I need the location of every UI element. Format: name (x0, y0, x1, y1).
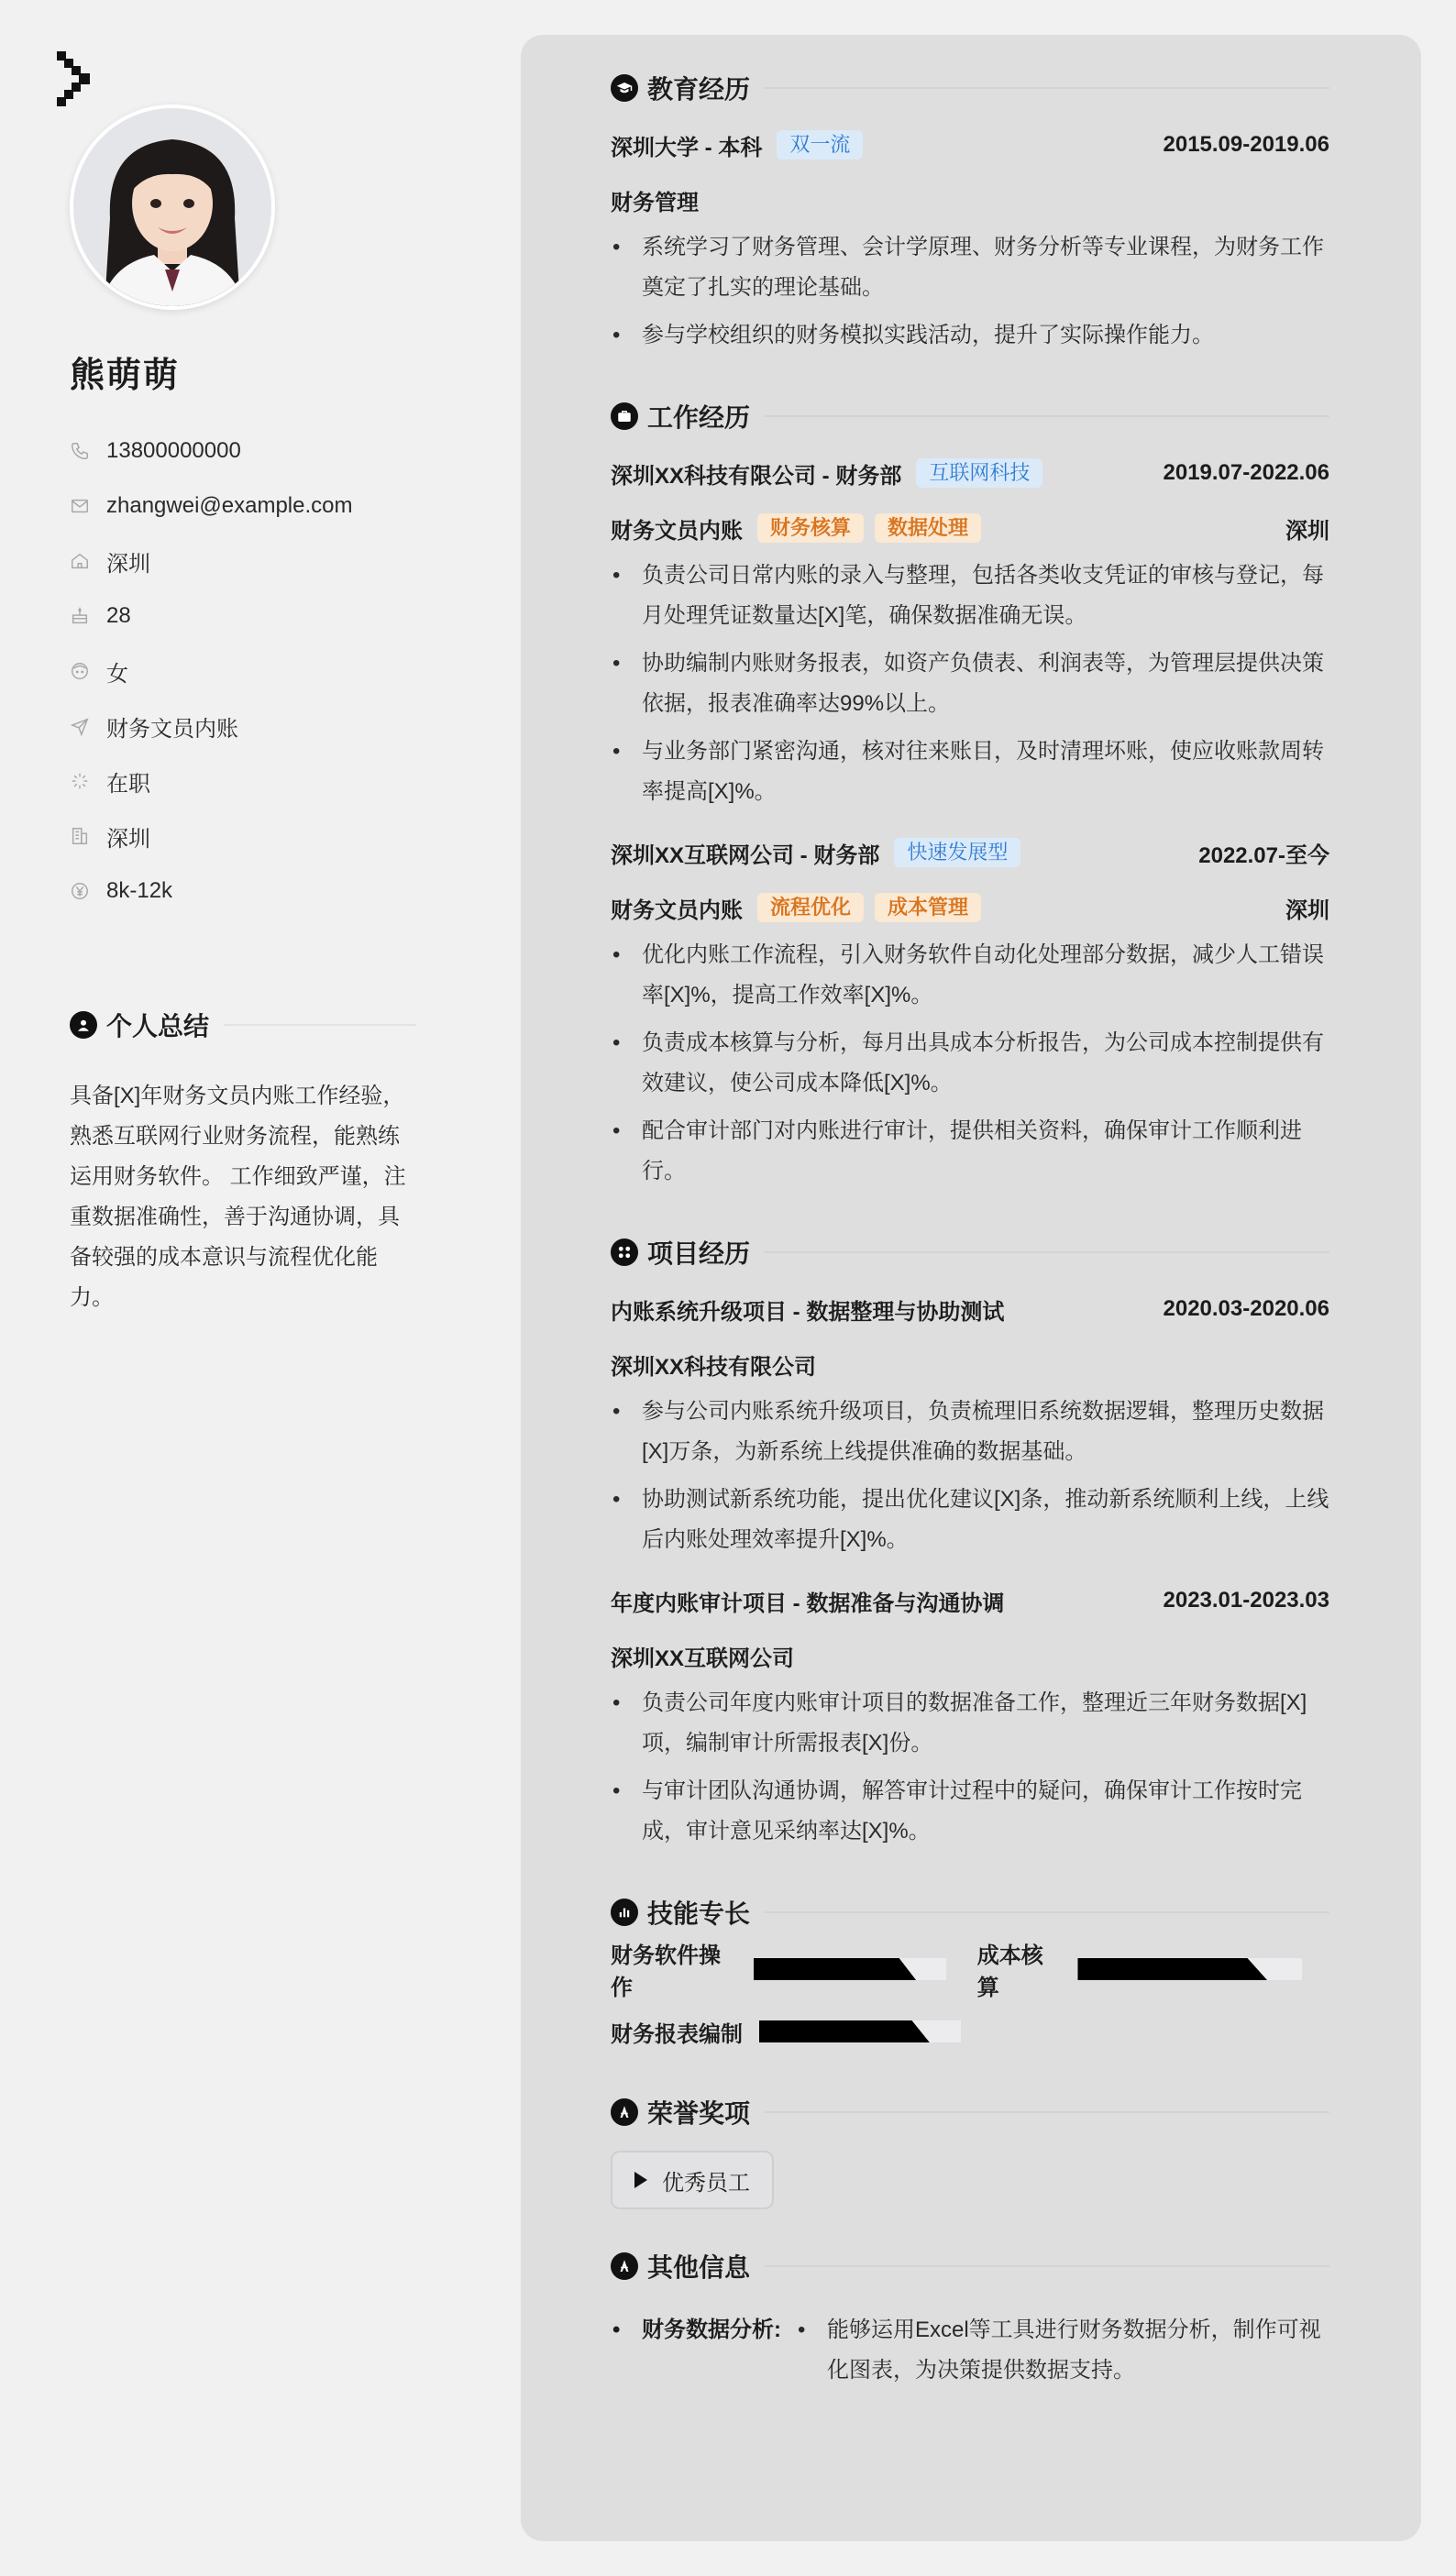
info-city (70, 809, 353, 864)
education-section-header (611, 72, 1329, 105)
education-section (611, 72, 1329, 356)
company-name: 深圳XX科技有限公司 - 财务部 (611, 463, 902, 489)
face-icon (70, 661, 90, 681)
skill-tag: 财务核算 (757, 513, 864, 543)
job-role: 财务文员内账 (611, 897, 743, 923)
project-bullets (611, 1392, 1329, 1560)
info-phone (70, 424, 353, 479)
summary-section-header (70, 1007, 416, 1043)
list-item: • 配合审计部门对内账进行审计，提供相关资料，确保审计工作顺利进行。 (611, 1111, 1329, 1192)
project-bullets (611, 1683, 1329, 1852)
major-name: 财务管理 (611, 190, 699, 215)
project-company-row (611, 1346, 1329, 1382)
job-bullets (611, 556, 1329, 812)
project-header-row (611, 1582, 1329, 1619)
yen-icon (70, 881, 90, 901)
status-text: 在职 (106, 771, 150, 797)
skill-item (611, 2016, 961, 2048)
job-role: 财务文员内账 (611, 518, 743, 544)
divider (765, 415, 1329, 417)
list-item: • 系统学习了财务管理、会计学原理、财务分析等专业课程，为财务工作奠定了扎实的理论基础。 (611, 227, 1329, 308)
skills-title: 技能专长 (647, 1899, 751, 1928)
honors-section (611, 2096, 1329, 2209)
phone-icon (70, 441, 90, 461)
project-date: 2023.01-2023.03 (1163, 1588, 1329, 1613)
job-city: 深圳 (1285, 518, 1329, 544)
honor-label: 优秀员工 (662, 2170, 750, 2196)
summary-title: 个人总结 (106, 1012, 210, 1040)
skill-tag: 成本管理 (875, 893, 981, 922)
project-company-row (611, 1637, 1329, 1674)
projects-section (611, 1236, 1329, 1852)
education-title: 教育经历 (647, 75, 751, 104)
skill-item (611, 1937, 946, 2001)
list-item: • 协助测试新系统功能，提出优化建议[X]条，推动新系统顺利上线，上线后内账处理效率提升[X]%。 (611, 1480, 1329, 1560)
grid-icon (611, 1238, 638, 1266)
skill-name: 财务报表编制 (611, 2021, 743, 2047)
cake-icon (70, 606, 90, 626)
job-bullets (611, 935, 1329, 1192)
other-title: 其他信息 (647, 2253, 751, 2282)
other-item (611, 2310, 1329, 2391)
project-date: 2020.03-2020.06 (1163, 1296, 1329, 1321)
divider (765, 1251, 1329, 1253)
company-tag: 快速发展型 (894, 838, 1020, 867)
skill-level-bar (754, 1958, 946, 1980)
other-key: • 财务数据分析: (611, 2310, 781, 2391)
list-item: • 负责公司日常内账的录入与整理，包括各类收支凭证的审核与登记，每月处理凭证数量达[X]笔，确保数据准确无误。 (611, 556, 1329, 636)
divider (765, 2111, 1329, 2113)
skill-tag: 数据处理 (875, 513, 981, 543)
info-gender (70, 644, 353, 699)
project-header-row (611, 1291, 1329, 1327)
project-entry (611, 1291, 1329, 1560)
salary-text: 8k-12k (106, 878, 173, 903)
skill-name: 财务软件操作 (611, 1943, 721, 2000)
briefcase-icon (611, 402, 638, 430)
other-section (611, 2250, 1329, 2391)
list-item: • 负责公司年度内账审计项目的数据准备工作，整理近三年财务数据[X]项，编制审计所需报表[X]份。 (611, 1683, 1329, 1764)
info-age (70, 589, 353, 644)
bar-chart-icon (611, 1899, 638, 1926)
project-name: 内账系统升级项目 - 数据整理与协助测试 (611, 1299, 1005, 1325)
list-item: • 协助编制内账财务报表，如资产负债表、利润表等，为管理层提供决策依据，报表准确率达99%以上。 (611, 644, 1329, 724)
project-entry (611, 1582, 1329, 1852)
divider (765, 2265, 1329, 2267)
home-icon (70, 551, 90, 571)
city-text: 深圳 (106, 826, 150, 852)
honors-title: 荣誉奖项 (647, 2099, 751, 2128)
send-icon (70, 716, 90, 736)
job-header-row (611, 455, 1329, 491)
job-header-row (611, 834, 1329, 871)
award-icon (611, 2252, 638, 2280)
work-section-header (611, 400, 1329, 433)
skill-item (977, 1937, 1302, 2001)
divider (765, 87, 1329, 89)
project-company: 深圳XX互联网公司 (611, 1646, 795, 1671)
age-text: 28 (106, 603, 131, 628)
list-item: • 与业务部门紧密沟通，核对往来账目，及时清理坏账，使应收账款周转率提高[X]%。 (611, 732, 1329, 812)
email-text: zhangwei@example.com (106, 493, 353, 518)
list-item: • 参与公司内账系统升级项目，负责梳理旧系统数据逻辑，整理历史数据[X]万条，为新系统上线提供准确的数据基础。 (611, 1392, 1329, 1472)
graduation-cap-icon (611, 74, 638, 102)
list-item: • 与审计团队沟通协调，解答审计过程中的疑问，确保审计工作按时完成，审计意见采纳率达[X]%。 (611, 1771, 1329, 1852)
list-item: • 参与学校组织的财务模拟实践活动，提升了实际操作能力。 (611, 315, 1329, 356)
divider (224, 1024, 416, 1026)
company-tag: 互联网科技 (916, 458, 1042, 488)
project-company: 深圳XX科技有限公司 (611, 1354, 817, 1380)
building-icon (70, 826, 90, 846)
education-date: 2015.09-2019.06 (1163, 132, 1329, 157)
avatar (70, 105, 275, 310)
skill-level-bar (1077, 1958, 1302, 1980)
skill-row (611, 1938, 1329, 2000)
honors-section-header (611, 2096, 1329, 2129)
list-item: • 优化内账工作流程，引入财务软件自动化处理部分数据，减少人工错误率[X]%，提高工作效率[X]%。 (611, 935, 1329, 1016)
skill-tag: 流程优化 (757, 893, 864, 922)
school-name: 深圳大学 - 本科 (611, 135, 763, 160)
skill-row (611, 2000, 1329, 2063)
job-role-row (611, 889, 1329, 926)
skills-section-header (611, 1896, 1329, 1929)
info-email (70, 479, 353, 534)
location-text: 深圳 (106, 551, 150, 577)
skill-name: 成本核算 (976, 1943, 1043, 2000)
play-icon (634, 2172, 647, 2188)
contact-info-list (70, 424, 353, 919)
job-entry (611, 455, 1329, 812)
education-bullets (611, 227, 1329, 356)
projects-section-header (611, 1236, 1329, 1269)
education-header-row (611, 127, 1329, 163)
info-status (70, 754, 353, 809)
honor-item (611, 2151, 774, 2209)
info-position (70, 699, 353, 754)
phone-text: 13800000000 (106, 438, 241, 463)
logo-icon (57, 51, 94, 113)
list-item: • 负责成本核算与分析，每月出具成本分析报告，为公司成本控制提供有效建议，使公司成本降低[X]%。 (611, 1023, 1329, 1104)
loading-icon (70, 771, 90, 791)
mail-icon (70, 496, 90, 516)
company-name: 深圳XX互联网公司 - 财务部 (611, 842, 880, 868)
work-section (611, 400, 1329, 1192)
work-title: 工作经历 (647, 403, 751, 432)
gender-text: 女 (106, 661, 128, 687)
info-salary (70, 864, 353, 919)
major-row (611, 182, 1329, 218)
profile-name: 熊萌萌 (70, 357, 181, 395)
skills-section (611, 1896, 1329, 2063)
skill-level-fill (1077, 1958, 1274, 1980)
school-tag: 双一流 (777, 130, 863, 160)
other-section-header (611, 2250, 1329, 2283)
job-date: 2019.07-2022.06 (1163, 460, 1329, 485)
other-value: • 能够运用Excel等工具进行财务数据分析，制作可视化图表，为决策提供数据支持。 (796, 2310, 1329, 2391)
skill-level-bar (759, 2020, 961, 2042)
job-city: 深圳 (1285, 897, 1329, 923)
resume-main-card (521, 35, 1421, 2541)
projects-title: 项目经历 (647, 1239, 751, 1268)
skill-level-fill (759, 2020, 937, 2042)
summary-text: 具备[X]年财务文员内账工作经验，熟悉互联网行业财务流程，能熟练运用财务软件。 工作细致严谨，注重数据准确性，善于沟通协调，具备较强的成本意识与流程优化能力。 (70, 1084, 406, 1310)
job-date: 2022.07-至今 (1198, 842, 1329, 868)
skill-level-fill (754, 1958, 923, 1980)
divider (765, 1911, 1329, 1913)
award-icon (611, 2098, 638, 2126)
info-location (70, 534, 353, 589)
job-entry (611, 834, 1329, 1192)
job-role-row (611, 510, 1329, 546)
user-icon (70, 1011, 97, 1039)
project-name: 年度内账审计项目 - 数据准备与沟通协调 (611, 1591, 1005, 1616)
position-text: 财务文员内账 (106, 716, 238, 742)
